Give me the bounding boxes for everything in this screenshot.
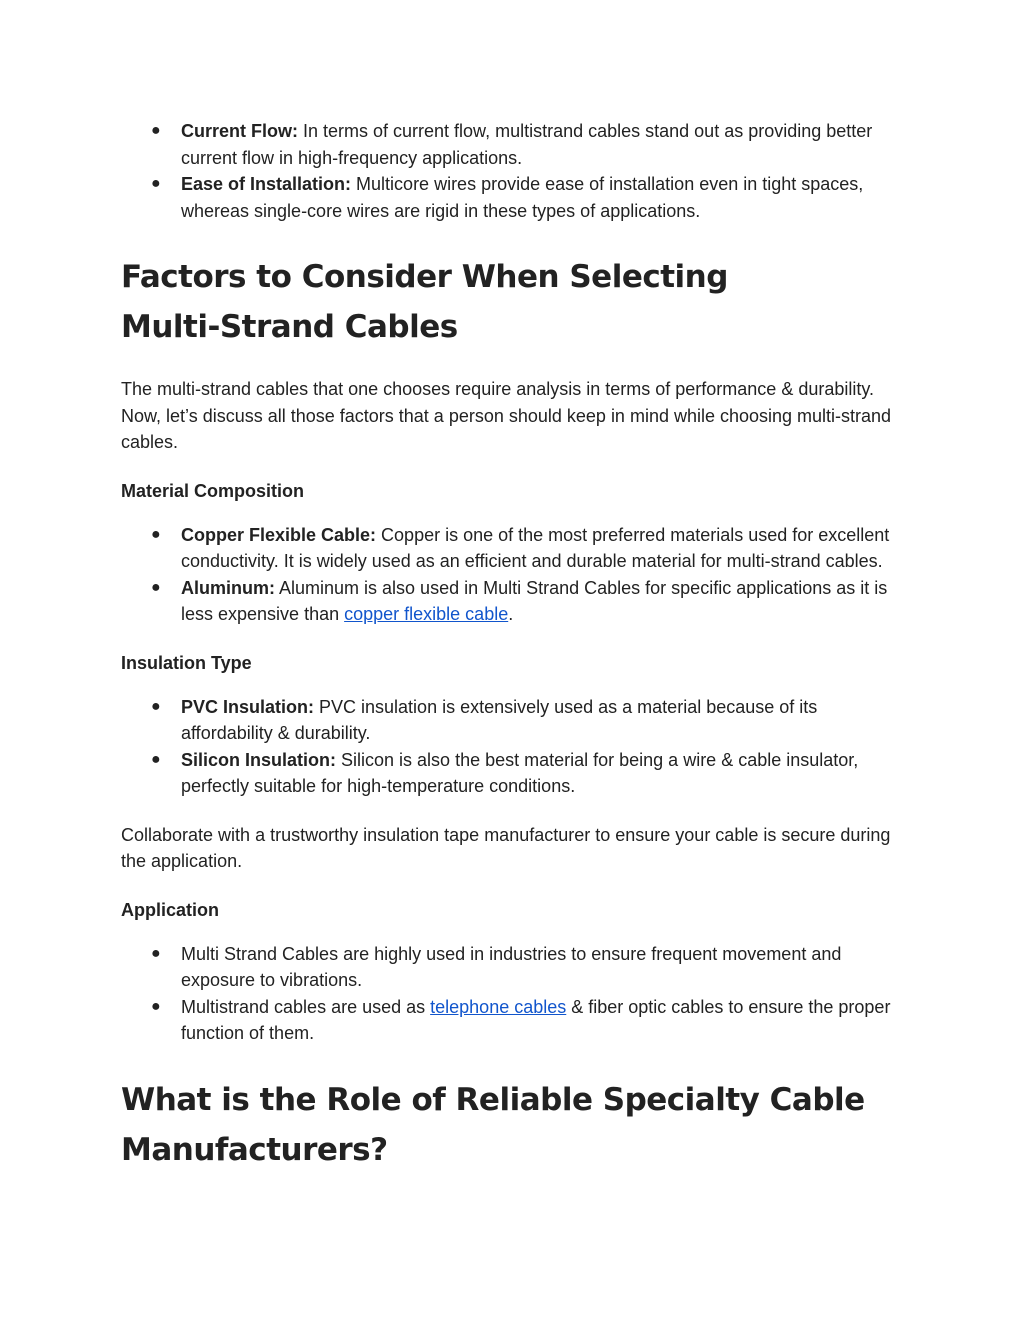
list-item xyxy=(121,522,911,575)
heading-line: What is the Role of Reliable Specialty Cable xyxy=(121,1081,865,1118)
bullet-label: Aluminum: xyxy=(181,577,275,598)
bullet-label: PVC Insulation: xyxy=(181,696,315,717)
intro-paragraph: The multi-strand cables that one chooses require analysis in terms of performance & durability. Now, let’s discuss all those factors that a person should keep in mind while choosing multi-strand cables. xyxy=(121,379,892,452)
bullet-text: Multistrand cables are used as xyxy=(181,996,431,1017)
bullet-text: PVC insulation is extensively used as a material because of its affordability & durability. xyxy=(181,696,818,743)
bullet-icon: ● xyxy=(151,175,161,192)
list-item xyxy=(121,941,911,994)
bullet-text: Aluminum is also used in Multi Strand Cables for specific applications as it is less expensive than xyxy=(181,577,888,624)
document-page xyxy=(121,118,911,1175)
bullet-label: Silicon Insulation: xyxy=(181,749,337,770)
bullet-icon: ● xyxy=(151,997,161,1015)
bullet-icon: ● xyxy=(151,578,161,596)
list-item xyxy=(121,171,911,224)
list-item xyxy=(121,118,911,171)
bullet-icon: ● xyxy=(151,525,161,543)
list-item xyxy=(121,575,911,628)
telephone-cables-link[interactable]: telephone cables xyxy=(430,996,567,1017)
bullet-label: Copper Flexible Cable: xyxy=(181,524,377,545)
bullet-icon: ● xyxy=(151,697,161,715)
bullet-icon: ● xyxy=(151,944,161,962)
list-item xyxy=(121,694,911,747)
heading-line: Factors to Consider When Selecting xyxy=(121,259,728,295)
bullet-label: Ease of Installation: xyxy=(181,174,352,194)
bullet-text: Copper is one of the most preferred materials used for excellent conductivity. It is widely used as an efficient and durable material for multi-strand cables. xyxy=(181,524,890,571)
bullet-text-end: . xyxy=(508,604,514,624)
bullet-text: In terms of current flow, multistrand cables stand out as providing better current flow in high-frequency applications. xyxy=(181,121,873,168)
insulation-bullet-list xyxy=(121,694,911,800)
subheading-application: Application xyxy=(121,899,219,920)
copper-flexible-cable-link[interactable]: copper flexible cable xyxy=(344,604,509,624)
list-item xyxy=(121,747,911,800)
section-heading-role xyxy=(121,1075,911,1175)
bullet-text: Multi Strand Cables are highly used in industries to ensure frequent movement and exposure to vibrations. xyxy=(181,943,842,990)
intro-bullet-list xyxy=(121,118,911,224)
section-heading-factors xyxy=(121,252,911,352)
list-item xyxy=(121,994,911,1047)
bullet-icon: ● xyxy=(151,122,161,139)
subheading-insulation: Insulation Type xyxy=(121,652,252,673)
bullet-icon: ● xyxy=(151,750,161,768)
bullet-text-end: & fiber optic cables to ensure the proper function of them. xyxy=(181,996,891,1043)
heading-line: Manufacturers? xyxy=(121,1131,388,1168)
bullet-label: Current Flow: xyxy=(181,121,298,141)
insulation-note: Collaborate with a trustworthy insulation tape manufacturer to ensure your cable is secure during the application. xyxy=(121,824,891,871)
application-bullet-list xyxy=(121,941,911,1047)
heading-line: Multi-Strand Cables xyxy=(121,309,458,345)
subheading-material: Material Composition xyxy=(121,480,305,501)
bullet-text: Silicon is also the best material for being a wire & cable insulator, perfectly suitable for high-temperature conditions. xyxy=(181,749,859,796)
bullet-text: Multicore wires provide ease of installation even in tight spaces, whereas single-core wires are rigid in these types of applications. xyxy=(181,174,864,221)
material-bullet-list xyxy=(121,522,911,628)
